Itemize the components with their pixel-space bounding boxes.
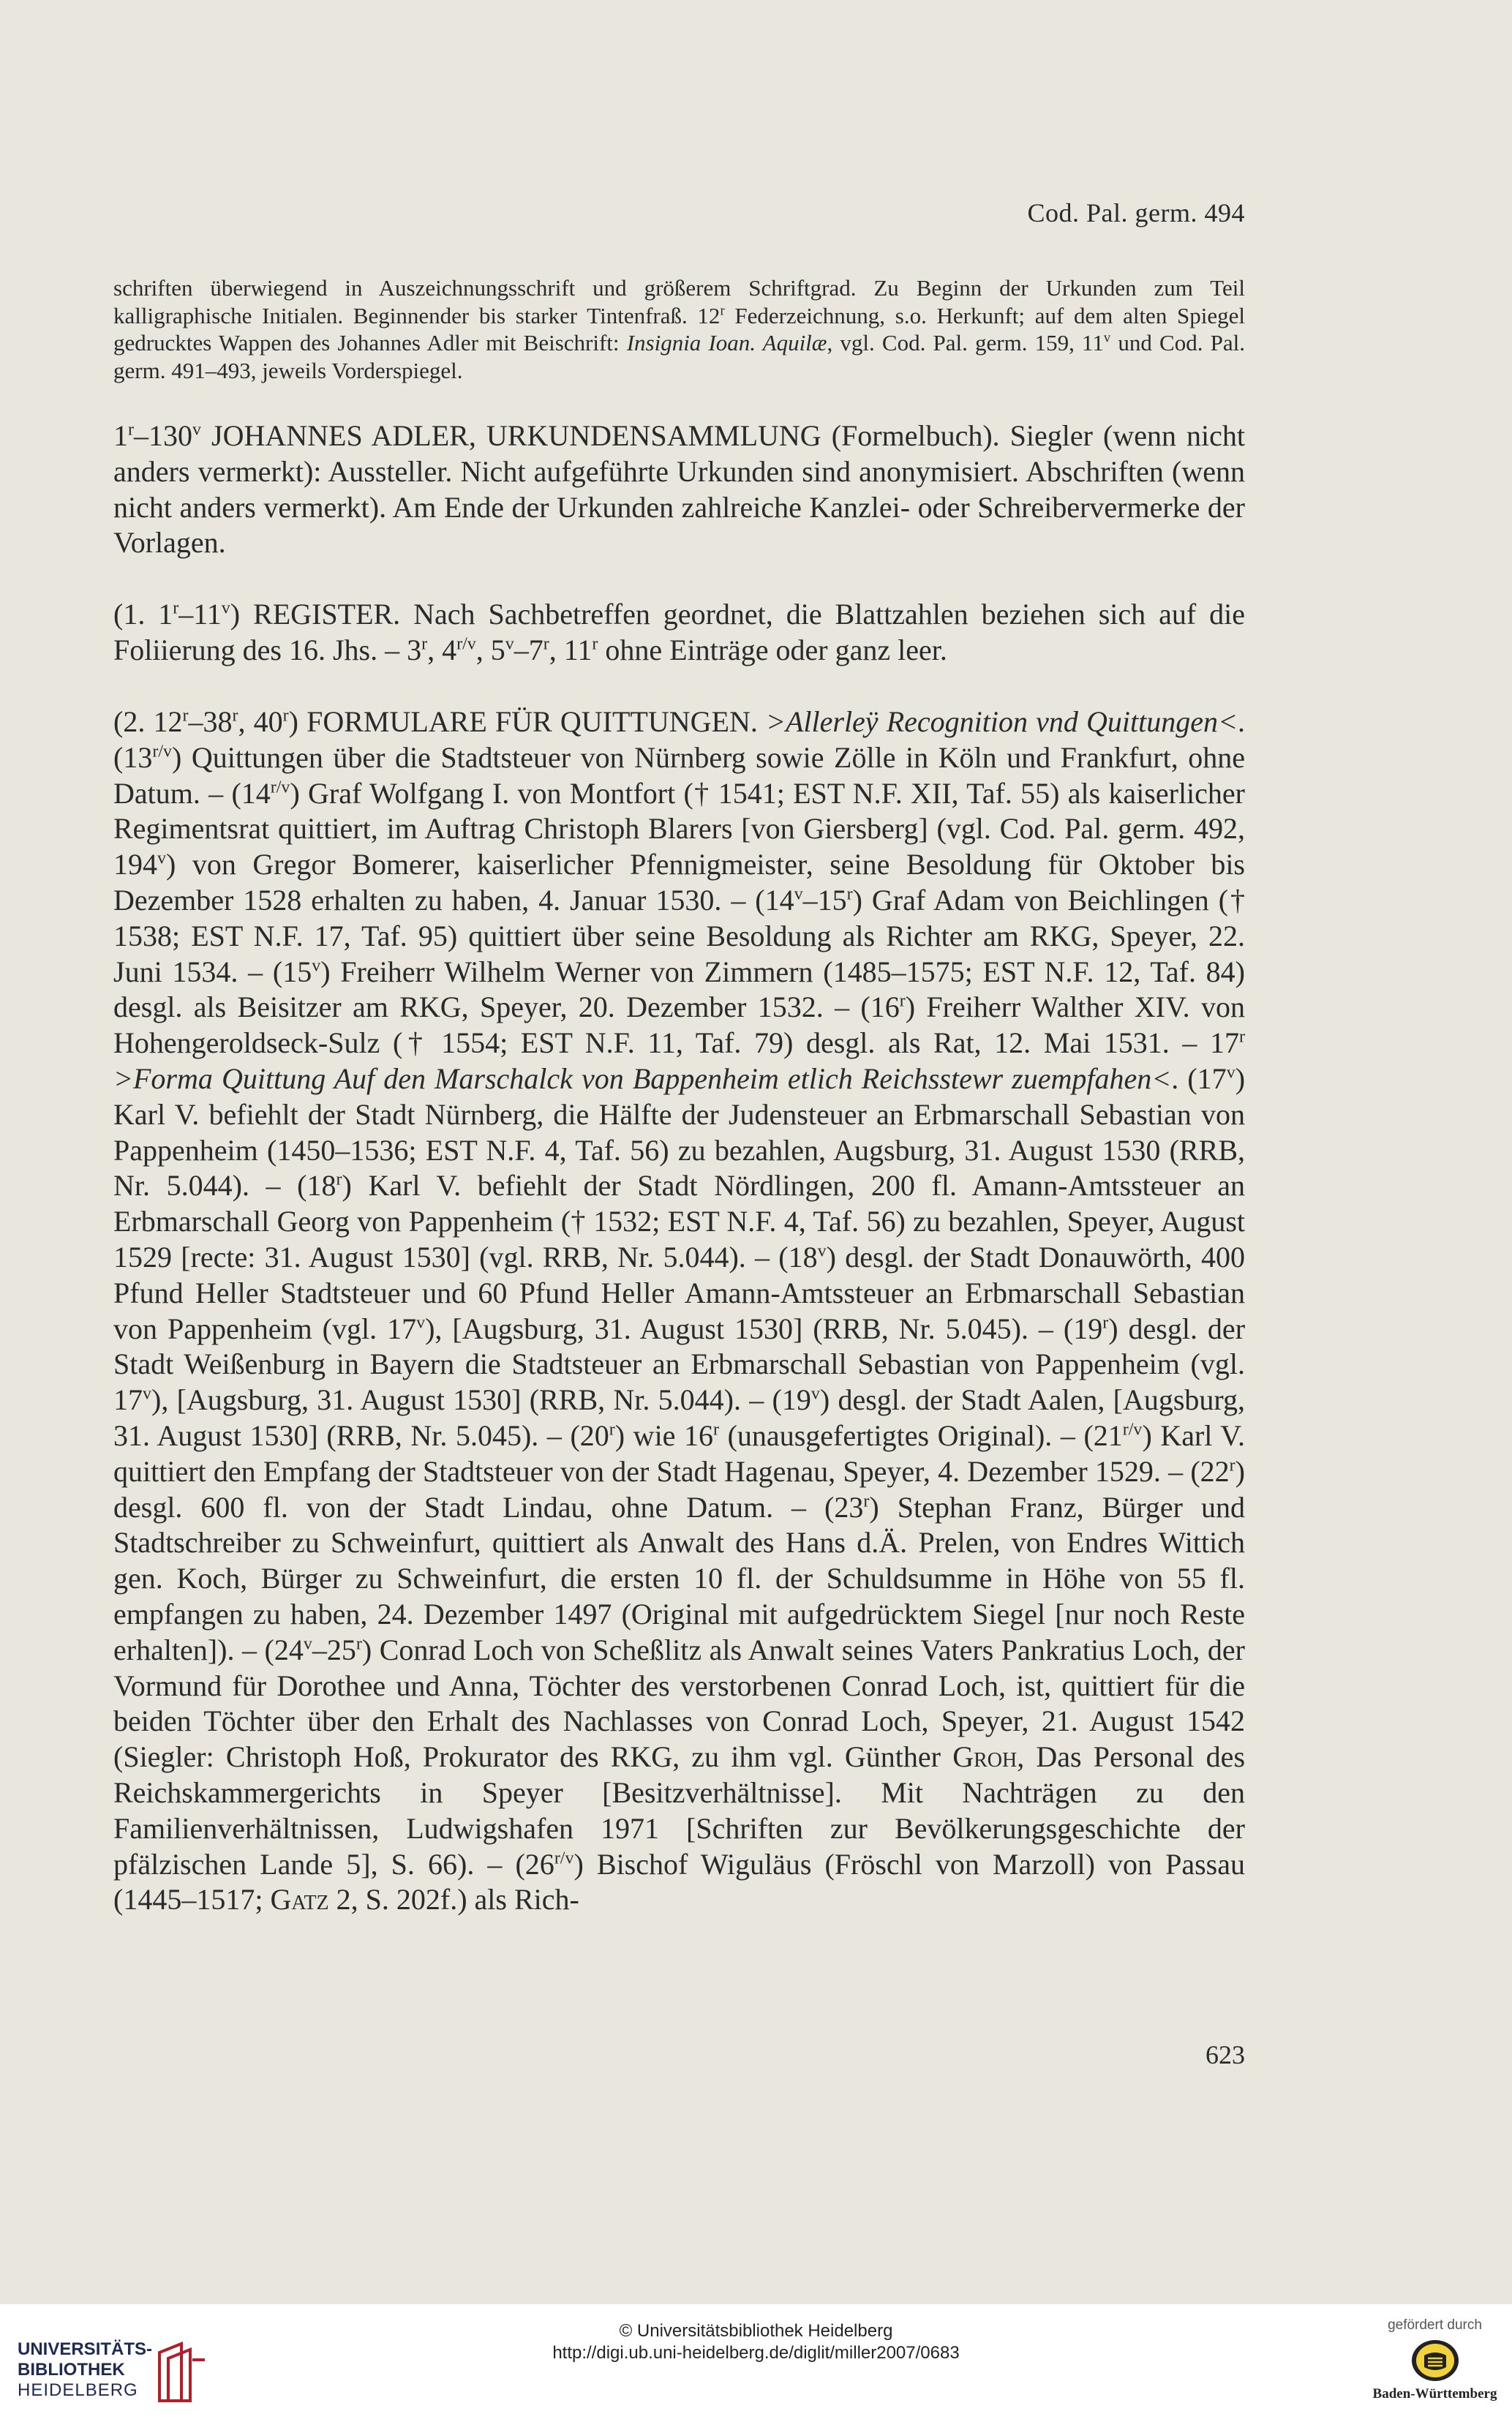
section-register: (1. 1$^r$–11$^v$) REGISTER. Nach Sachbetreffen geordnet, die Blattzahlen beziehen sich auf die Foliierung des 16. Jhs. – 3$^r$, $4^{r/v}$, 5$^v$–7$^r$, 11$^r$ ohne Einträge oder ganz leer. bbox=[113, 598, 1245, 666]
funder-logo[interactable] bbox=[1371, 2317, 1499, 2402]
library-name-line1: UNIVERSITÄTS- bbox=[18, 2339, 153, 2359]
funded-by-label: gefördert durch bbox=[1388, 2317, 1482, 2333]
funder-name: Baden-Württemberg bbox=[1372, 2386, 1497, 2402]
library-name-line2: BIBLIOTHEK bbox=[18, 2360, 125, 2380]
page-number: 623 bbox=[1206, 2040, 1245, 2069]
running-title: Cod. Pal. germ. 494 bbox=[1027, 198, 1245, 227]
copyright-text: © Universitätsbibliothek Heidelberg bbox=[619, 2321, 893, 2341]
coat-of-arms-icon bbox=[1410, 2338, 1461, 2383]
section-formulare: (2. 12$^r$–38$^r$, 40$^r$) FORMULARE FÜR QUITTUNGEN. >Allerleÿ Recognition vnd Quittungen<. $(13^{r/v})$ Quittungen über die Stadtsteuer von Nürnberg sowie Zölle in Köln und Frankfurt, ohne Datum. – $(14^{r/v})$ Graf Wolfgang I. von Montfort († 1541; EST N.F. XII, Taf. 55) als kaiserlicher Regimentsrat quittiert, im Auftrag Christoph Blarers [von Giersberg] (vgl. Cod. Pal. germ. 492, 194$^v$) von Gregor Bomerer, kaiserlicher Pfennigmeister, seine Besoldung für Oktober bis Dezember 1528 erhalten zu haben, 4. Januar 1530. – (14$^v$–15$^r$) Graf Adam von Beichlingen († 1538; EST N.F. 17, Taf. 95) quittiert über seine Besoldung als Richter am RKG, Speyer, 22. Juni 1534. – (15$^v$) Freiherr Wilhelm Werner von Zimmern (1485–1575; EST N.F. 12, Taf. 84) desgl. als Beisitzer am RKG, Speyer, 20. Dezember 1532. – (16$^r$) Freiherr Walther XIV. von Hohengeroldseck-Sulz († 1554; EST N.F. 11, Taf. 79) desgl. als Rat, 12. Mai 1531. – $17^r$ >Forma Quittung Auf den Marschalck von Bappenheim etlich Reichsstewr zuempfahen<. (17$^v$) Karl V. befiehlt der Stadt Nürnberg, die Hälfte der Judensteuer an Erbmarschall Sebastian von Pappenheim (1450–1536; EST N.F. 4, Taf. 56) zu bezahlen, Augsburg, 31. August 1530 (RRB, Nr. 5.044). – (18$^r$) Karl V. befiehlt der Stadt Nördlingen, 200 fl. Amann-Amtssteuer an Erbmarschall Georg von Pappenheim († 1532; EST N.F. 4, Taf. 56) zu bezahlen, Speyer, August 1529 [recte: 31. August 1530] (vgl. RRB, Nr. 5.044). – (18$^v$) desgl. der Stadt Donauwörth, 400 Pfund Heller Stadtsteuer und 60 Pfund Heller Amann-Amtssteuer an Erbmarschall Sebastian von Pappenheim (vgl. 17$^v$), [Augsburg, 31. August 1530] (RRB, Nr. 5.045). – (19$^r$) desgl. der Stadt Weißenburg in Bayern die Stadtsteuer an Erbmarschall Sebastian von Pappenheim (vgl. 17$^v$), [Augsburg, 31. August 1530] (RRB, Nr. 5.044). – (19$^v$) desgl. der Stadt Aalen, [Augsburg, 31. August 1530] (RRB, Nr. 5.045). – (20$^r$) wie 16$^r$ (unausgefertigtes Original). – $(21^{r/v})$ Karl V. quittiert den Empfang der Stadtsteuer von der Stadt Hagenau, Speyer, 4. Dezember 1529. – (22$^r$) desgl. 600 fl. von der Stadt Lindau, ohne Datum. – (23$^r$) Stephan Franz, Bürger und Stadtschreiber zu Schweinfurt, quittiert als Anwalt des Hans d.Ä. Prelen, von Endres Wittich gen. Koch, Bürger zu Schweinfurt, die ersten 10 fl. der Schuldsumme in Höhe von 55 fl. empfangen zu haben, 24. Dezember 1497 (Original mit aufgedrücktem Siegel [nur noch Reste erhalten]). – (24$^v$–25$^r$) Conrad Loch von Scheßlitz als Anwalt seines Vaters Pankratius Loch, der Vormund für Dorothee und Anna, Töchter des verstorbenen Conrad Loch, ist, quittiert für die beiden Töchter über den Erhalt des Nachlasses von Conrad Loch, Speyer, 21. August 1542 (Siegler: Christoph Hoß, Prokurator des RKG, zu ihm vgl. Günther Groh, Das Personal des Reichskammergerichts in Speyer [Besitzverhältnisse]. Mit Nachträgen zu den Familienverhältnissen, Ludwigshafen 1971 [Schriften zur Bevölkerungsgeschichte der pfälzischen Lande 5], S. 66). – $(26^{r/v})$ Bischof Wiguläus (Fröschl von Marzoll) von Passau (1445–1517; Gatz 2, S. 202f.) als Rich- bbox=[113, 705, 1246, 1917]
source-url-link[interactable]: http://digi.ub.uni-heidelberg.de/diglit/miller2007/0683 bbox=[552, 2343, 960, 2363]
intro-paragraph: schriften überwiegend in Auszeichnungsschrift und größerem Schriftgrad. Zu Beginn der Urkunden zum Teil kalligraphische Initialen. Beginnender bis starker Tintenfraß. 12$^r$ Federzeichnung, s.o. Herkunft; auf dem alten Spiegel gedrucktes Wappen des Johannes Adler mit Beischrift: Insignia Ioan. Aquilæ, vgl. Cod. Pal. germ. 159, 11$^v$ und Cod. Pal. germ. 491–493, jeweils Vorderspiegel. bbox=[113, 275, 1245, 383]
section-main: 1$^r$–130$^v$ JOHANNES ADLER, URKUNDENSAMMLUNG (Formelbuch). Siegler (wenn nicht anders vermerkt): Aussteller. Nicht aufgeführte Urkunden sind anonymisiert. Abschriften (wenn nicht anders vermerkt). Am Ende der Urkunden zahlreiche Kanzlei- oder Schreibervermerke der Vorlagen. bbox=[113, 419, 1245, 560]
library-name-line3: HEIDELBERG bbox=[18, 2380, 138, 2400]
copyright-block bbox=[0, 2320, 1512, 2364]
